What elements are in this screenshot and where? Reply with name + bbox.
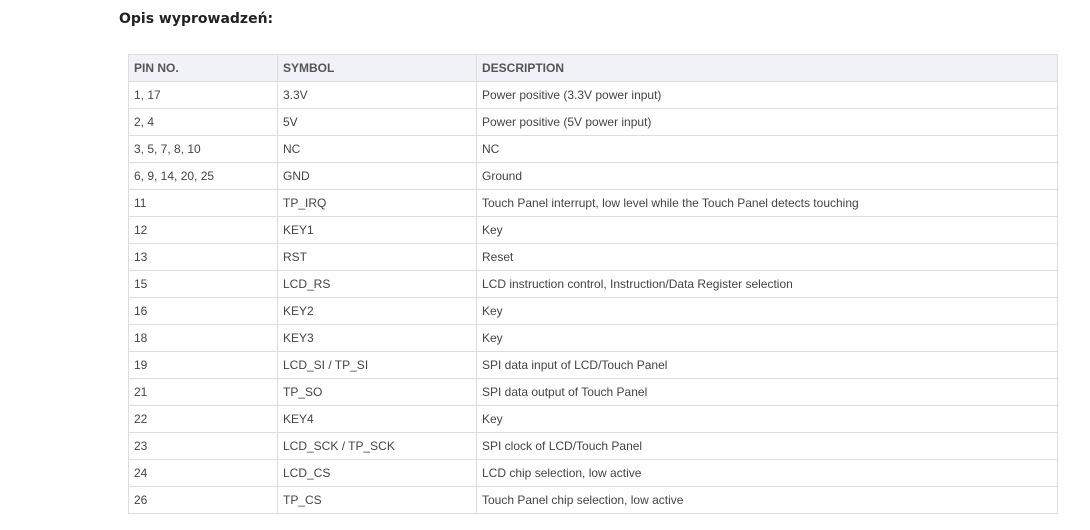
table-row	[129, 217, 1058, 244]
pin-cell: 26	[129, 487, 278, 514]
description-cell: Key	[477, 325, 1058, 352]
header-pin-no: PIN NO.	[129, 55, 278, 82]
symbol-cell: GND	[278, 163, 477, 190]
table-row	[129, 244, 1058, 271]
pin-cell: 16	[129, 298, 278, 325]
pin-cell: 11	[129, 190, 278, 217]
pin-cell: 18	[129, 325, 278, 352]
symbol-cell: TP_SO	[278, 379, 477, 406]
pin-cell: 6, 9, 14, 20, 25	[129, 163, 278, 190]
symbol-cell: NC	[278, 136, 477, 163]
description-cell: Reset	[477, 244, 1058, 271]
table-row	[129, 109, 1058, 136]
pin-cell: 1, 17	[129, 82, 278, 109]
description-cell: SPI clock of LCD/Touch Panel	[477, 433, 1058, 460]
symbol-cell: RST	[278, 244, 477, 271]
description-cell: NC	[477, 136, 1058, 163]
description-cell: Key	[477, 217, 1058, 244]
symbol-cell: LCD_CS	[278, 460, 477, 487]
table-body	[129, 82, 1058, 514]
pin-cell: 19	[129, 352, 278, 379]
table-row	[129, 190, 1058, 217]
symbol-cell: LCD_SI / TP_SI	[278, 352, 477, 379]
table-row	[129, 406, 1058, 433]
table-row	[129, 298, 1058, 325]
table-header	[129, 55, 1058, 82]
header-row	[129, 55, 1058, 82]
pin-cell: 22	[129, 406, 278, 433]
table-row	[129, 487, 1058, 514]
symbol-cell: KEY1	[278, 217, 477, 244]
pin-cell: 15	[129, 271, 278, 298]
symbol-cell: TP_IRQ	[278, 190, 477, 217]
table-row	[129, 352, 1058, 379]
description-cell: Touch Panel chip selection, low active	[477, 487, 1058, 514]
description-cell: LCD instruction control, Instruction/Data Register selection	[477, 271, 1058, 298]
table-row	[129, 163, 1058, 190]
pin-cell: 2, 4	[129, 109, 278, 136]
symbol-cell: TP_CS	[278, 487, 477, 514]
description-cell: Power positive (5V power input)	[477, 109, 1058, 136]
pin-cell: 23	[129, 433, 278, 460]
table-row	[129, 379, 1058, 406]
section-title: Opis wyprowadzeń:	[119, 11, 274, 27]
table-row	[129, 325, 1058, 352]
table-row	[129, 460, 1058, 487]
pin-description-table	[128, 54, 1058, 514]
symbol-cell: LCD_RS	[278, 271, 477, 298]
pin-cell: 12	[129, 217, 278, 244]
header-description: DESCRIPTION	[477, 55, 1058, 82]
description-cell: Touch Panel interrupt, low level while the Touch Panel detects touching	[477, 190, 1058, 217]
description-cell: Key	[477, 298, 1058, 325]
description-cell: Key	[477, 406, 1058, 433]
pin-cell: 3, 5, 7, 8, 10	[129, 136, 278, 163]
description-cell: Power positive (3.3V power input)	[477, 82, 1058, 109]
description-cell: SPI data input of LCD/Touch Panel	[477, 352, 1058, 379]
table-row	[129, 136, 1058, 163]
description-cell: LCD chip selection, low active	[477, 460, 1058, 487]
table-row	[129, 271, 1058, 298]
symbol-cell: 3.3V	[278, 82, 477, 109]
symbol-cell: LCD_SCK / TP_SCK	[278, 433, 477, 460]
description-cell: SPI data output of Touch Panel	[477, 379, 1058, 406]
description-cell: Ground	[477, 163, 1058, 190]
symbol-cell: KEY2	[278, 298, 477, 325]
symbol-cell: KEY3	[278, 325, 477, 352]
table-row	[129, 433, 1058, 460]
pin-cell: 13	[129, 244, 278, 271]
header-symbol: SYMBOL	[278, 55, 477, 82]
pin-cell: 24	[129, 460, 278, 487]
symbol-cell: 5V	[278, 109, 477, 136]
table-row	[129, 82, 1058, 109]
pin-cell: 21	[129, 379, 278, 406]
symbol-cell: KEY4	[278, 406, 477, 433]
